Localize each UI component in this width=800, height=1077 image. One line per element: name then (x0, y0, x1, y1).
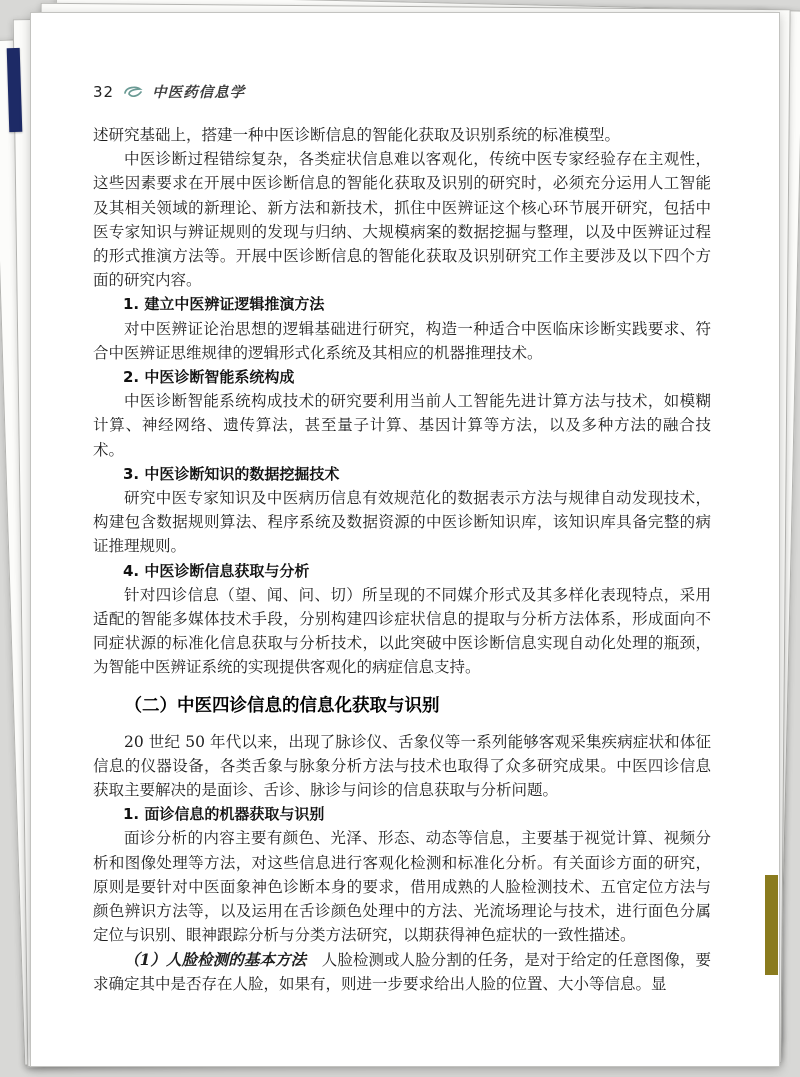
chapter-edge-tab-left (7, 48, 23, 132)
paragraph: 中医诊断过程错综复杂，各类症状信息难以客观化，传统中医专家经验存在主观性，这些因素要求在开展中医诊断信息的智能化获取及识别的研究时，必须充分运用人工智能及其相关领域的新理论、新方法和新技术，抓住中医辨证这个核心环节展开研究，包括中医专家知识与辨证规则的发现与归纳、大规模病案的数据挖掘与整理，以及中医辨证过程的形式推演方法等。开展中医诊断信息的智能化获取及识别研究工作主要涉及以下四个方面的研究内容。 (93, 150, 711, 290)
subheading-5: 1. 面诊信息的机器获取与识别 (123, 805, 325, 824)
page-header (93, 81, 711, 102)
subheading-1: 1. 建立中医辨证逻辑推演方法 (123, 295, 325, 314)
publisher-logo-icon (123, 85, 143, 99)
paragraph: 针对四诊信息（望、闻、问、切）所呈现的不同媒介形式及其多样化表现特点，采用适配的智能多媒体技术手段，分别构建四诊症状信息的提取与分析方法体系，形成面向不同症状源的标准化信息获取与分析技术，以此突破中医诊断信息实现自动化处理的瓶颈，为智能中医辨证系统的实现提供客观化的病症信息支持。 (93, 585, 711, 677)
paragraph: 20 世纪 50 年代以来，出现了脉诊仪、舌象仪等一系列能够客观采集疾病症状和体征信息的仪器设备，各类舌象与脉象分析方法与技术也取得了众多研究成果。中医四诊信息获取主要解决的是面诊、舌诊、脉诊与问诊的信息获取与分析问题。 (93, 732, 711, 800)
book-page (30, 12, 780, 1067)
paragraph-with-lead (93, 948, 711, 996)
paragraph-text: 人脸检测或人脸分割的任务，是对于给定的任意图像，要求确定其中是否存在人脸，如果有，则进一步要求给出人脸的位置、大小等信息。显 (93, 950, 711, 993)
book-title: 中医药信息学 (152, 85, 246, 101)
paragraph-continuation: 述研究基础上，搭建一种中医诊断信息的智能化获取及识别系统的标准模型。 (93, 126, 621, 144)
term-lead: （1）人脸检测的基本方法 (124, 949, 307, 969)
paragraph: 面诊分析的内容主要有颜色、光泽、形态、动态等信息，主要基于视觉计算、视频分析和图像处理等方法，对这些信息进行客观化检测和标准化分析。有关面诊方面的研究，原则是要针对中医面象神色诊断本身的要求，借用成熟的人脸检测技术、五官定位方法与颜色辨识方法等，以及运用在舌诊颜色处理中的方法、光流场理论与技术，进行面色分属定位与识别、眼神跟踪分析与分类方法研究，以期获得神色症状的一致性描述。 (93, 829, 711, 945)
page-number: 32 (93, 82, 115, 101)
paragraph: 中医诊断智能系统构成技术的研究要利用当前人工智能先进计算方法与技术，如模糊计算、神经网络、遗传算法，甚至量子计算、基因计算等方法，以及多种方法的融合技术。 (93, 392, 711, 459)
chapter-edge-tab-right (765, 875, 778, 975)
section-heading: （二）中医四诊信息的信息化获取与识别 (124, 695, 440, 716)
subheading-3: 3. 中医诊断知识的数据挖掘技术 (123, 464, 340, 483)
subheading-4: 4. 中医诊断信息获取与分析 (123, 561, 310, 580)
subheading-2: 2. 中医诊断智能系统构成 (123, 368, 295, 387)
paragraph: 对中医辨证论治思想的逻辑基础进行研究，构造一种适合中医临床诊断实践要求、符合中医辨证思维规律的逻辑形式化系统及其相应的机器推理技术。 (93, 319, 711, 362)
page-content (93, 123, 711, 996)
paragraph: 研究中医专家知识及中医病历信息有效规范化的数据表示方法与规律自动发现技术，构建包含数据规则算法、程序系统及数据资源的中医诊断知识库，该知识库具备完整的病证推理规则。 (93, 489, 711, 556)
